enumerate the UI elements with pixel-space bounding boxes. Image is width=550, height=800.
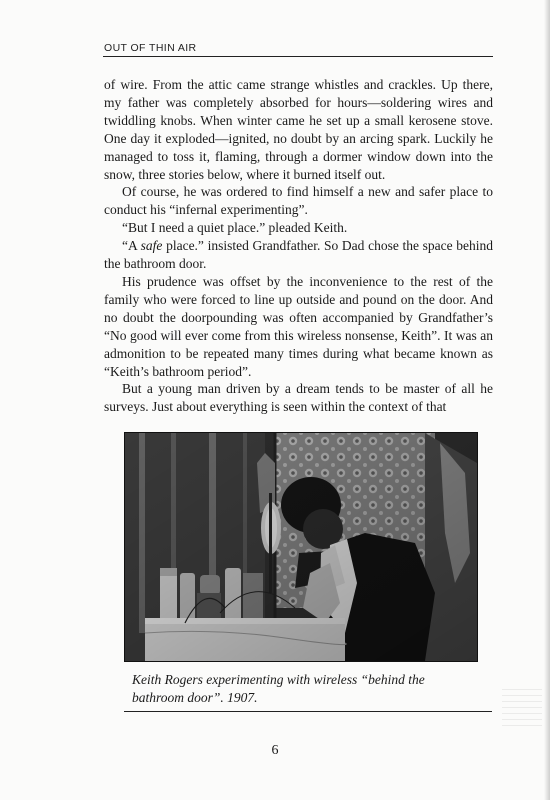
paragraph: His prudence was offset by the inconvenience to the rest of the family who were forced to line up outside and pound on the door. And no doubt the doorpounding was often accompanied by Grandfather’s “No good will ever come from this wireless nonsense, Keith”. It was an admonition to be repeated many times during what became known as “Keith’s bathroom period”. [104,273,493,379]
header-rule [103,56,493,57]
photograph-image [125,433,477,661]
paragraph: But a young man driven by a dream tends to be master of all he surveys. Just about everything is seen within the context of that [104,381,493,415]
historical-photograph [124,432,478,662]
photo-caption: Keith Rogers experimenting with wireless “behind the bathroom door”. 1907. [132,672,425,705]
paragraph-text: place.” insisted Grandfather. So Dad chose the space behind the bathroom door. [104,238,494,272]
paragraph: Of course, he was ordered to find himself a new and safer place to conduct his “infernal experimenting”. [104,184,493,218]
caption-rule [124,711,492,712]
body-text [104,76,493,416]
paragraph: “But I need a quiet place.” pleaded Keith. [122,220,348,236]
show-through-bleed [502,686,542,726]
emphasized-word: safe [140,238,163,254]
page-edge-shadow [544,0,550,800]
page-number: 6 [271,743,279,758]
running-head: OUT OF THIN AIR [104,42,197,54]
paragraph [104,237,493,273]
paragraph: of wire. From the attic came strange whistles and crackles. Up there, my father was completely absorbed for hours—soldering wires and twiddling knobs. When winter came he set up a small kerosene stove. One day it exploded—ignited, no doubt by an arcing spark. Luckily he managed to toss it, flaming, through a dormer window down into the snow, three stories below, where it burned itself out. [104,77,493,182]
paragraph-text: “A [122,238,141,254]
